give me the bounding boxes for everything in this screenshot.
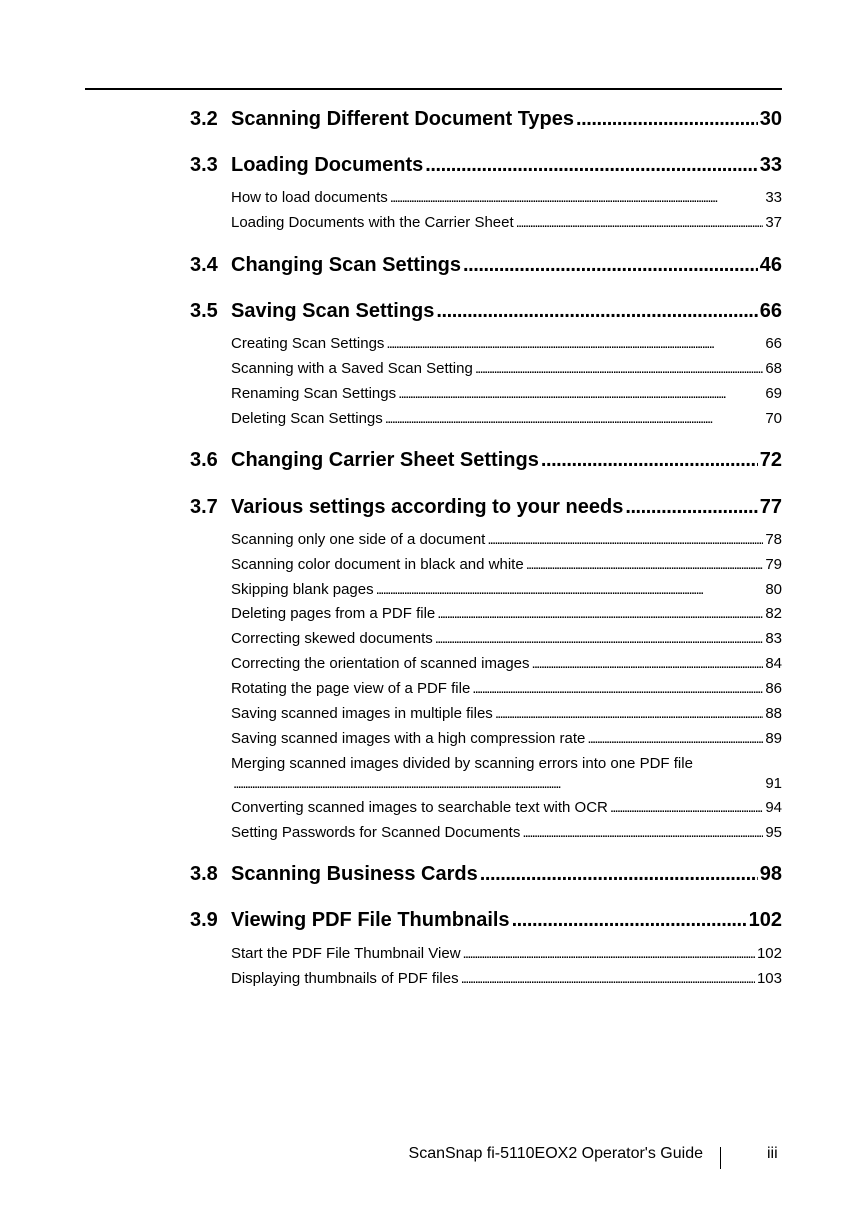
entry-title: Scanning only one side of a document — [231, 531, 486, 548]
dot-leader — [475, 360, 763, 377]
toc-entry[interactable] — [231, 824, 782, 844]
section-title: Scanning Different Document Types — [231, 108, 575, 130]
dot-leader — [576, 108, 758, 131]
dot-leader — [425, 154, 758, 177]
entry-page: 94 — [765, 799, 782, 816]
entry-title: Displaying thumbnails of PDF files — [231, 970, 459, 987]
entry-page: 103 — [756, 970, 782, 987]
dot-leader — [625, 496, 757, 519]
toc-section-3-2[interactable] — [190, 108, 782, 134]
entry-title: Renaming Scan Settings — [231, 385, 397, 402]
entry-page: 78 — [765, 531, 782, 548]
entry-leader-line — [231, 775, 782, 795]
dot-leader — [495, 705, 764, 722]
section-page: 98 — [759, 863, 782, 885]
dot-leader — [487, 531, 763, 548]
dot-leader — [386, 335, 763, 352]
page-number: iii — [767, 1145, 778, 1162]
entry-title: Scanning color document in black and white — [231, 556, 524, 573]
toc-entry[interactable] — [231, 730, 782, 750]
dot-leader — [385, 410, 764, 427]
entry-title: Scanning with a Saved Scan Setting — [231, 360, 473, 377]
entry-title: Deleting pages from a PDF file — [231, 605, 436, 622]
dot-leader — [461, 970, 755, 987]
section-title: Scanning Business Cards — [231, 863, 478, 885]
entry-page: 68 — [765, 360, 782, 377]
toc-entry[interactable] — [231, 410, 782, 430]
section-number: 3.2 — [190, 108, 218, 130]
entry-page: 69 — [765, 385, 782, 402]
entry-title: Converting scanned images to searchable text with OCR — [231, 799, 608, 816]
dot-leader — [233, 775, 763, 792]
section-page: 66 — [759, 300, 782, 322]
toc-section-3-3[interactable] — [190, 154, 782, 180]
entry-page: 79 — [765, 556, 782, 573]
toc-section-3-8[interactable] — [190, 863, 782, 889]
entry-title: Setting Passwords for Scanned Documents — [231, 824, 521, 841]
entry-page: 89 — [765, 730, 782, 747]
toc-entry[interactable] — [231, 705, 782, 725]
section-number: 3.3 — [190, 154, 218, 176]
dot-leader — [437, 605, 763, 622]
toc-entry[interactable] — [231, 385, 782, 405]
entry-page: 37 — [765, 214, 782, 231]
dot-leader — [610, 799, 763, 816]
toc-entry[interactable] — [231, 556, 782, 576]
entry-title: Merging scanned images divided by scanning errors into one PDF file — [231, 755, 693, 772]
entry-page: 102 — [756, 945, 782, 962]
dot-leader — [516, 214, 764, 231]
toc-entry[interactable] — [231, 214, 782, 234]
entry-page: 70 — [765, 410, 782, 427]
entry-page: 83 — [765, 630, 782, 647]
toc-entry[interactable] — [231, 945, 782, 965]
dot-leader — [526, 556, 764, 573]
dot-leader — [532, 655, 764, 672]
entry-title: Loading Documents with the Carrier Sheet — [231, 214, 514, 231]
entry-page: 80 — [765, 581, 782, 598]
section-title: Loading Documents — [231, 154, 424, 176]
toc-entry[interactable] — [231, 630, 782, 650]
dot-leader — [587, 730, 763, 747]
entry-page: 33 — [765, 189, 782, 206]
toc-section-3-6[interactable] — [190, 449, 782, 475]
toc-entry[interactable] — [231, 680, 782, 700]
guide-title: ScanSnap fi-5110EOX2 Operator's Guide — [408, 1145, 703, 1162]
section-page: 77 — [759, 496, 782, 518]
section-title: Various settings according to your needs — [231, 496, 624, 518]
section-page: 102 — [748, 909, 782, 931]
toc-entry[interactable] — [231, 531, 782, 551]
entry-page: 66 — [765, 335, 782, 352]
entry-title: Skipping blank pages — [231, 581, 374, 598]
dot-leader — [472, 680, 763, 697]
toc-entry[interactable] — [231, 189, 782, 209]
entry-title: Saving scanned images with a high compression rate — [231, 730, 586, 747]
toc-entry[interactable] — [231, 655, 782, 675]
toc-section-3-5[interactable] — [190, 300, 782, 326]
section-page: 33 — [759, 154, 782, 176]
section-number: 3.8 — [190, 863, 218, 885]
dot-leader — [398, 385, 763, 402]
section-title: Changing Scan Settings — [231, 254, 462, 276]
entry-title: Correcting skewed documents — [231, 630, 433, 647]
entry-page: 82 — [765, 605, 782, 622]
section-number: 3.6 — [190, 449, 218, 471]
footer-separator — [720, 1147, 721, 1169]
top-rule — [85, 88, 782, 90]
dot-leader — [390, 189, 764, 206]
entry-title: Creating Scan Settings — [231, 335, 385, 352]
toc-entry[interactable] — [231, 581, 782, 601]
entry-title: Start the PDF File Thumbnail View — [231, 945, 461, 962]
section-title: Saving Scan Settings — [231, 300, 435, 322]
entry-page: 88 — [765, 705, 782, 722]
entry-title: Deleting Scan Settings — [231, 410, 383, 427]
entry-page: 84 — [765, 655, 782, 672]
entry-page: 86 — [765, 680, 782, 697]
toc-entry-wrapped[interactable] — [231, 755, 782, 795]
section-number: 3.9 — [190, 909, 218, 931]
section-number: 3.5 — [190, 300, 218, 322]
dot-leader — [463, 254, 758, 277]
entry-title: Saving scanned images in multiple files — [231, 705, 493, 722]
section-page: 46 — [759, 254, 782, 276]
toc-section-3-4[interactable] — [190, 254, 782, 280]
section-title: Changing Carrier Sheet Settings — [231, 449, 539, 471]
entry-page: 91 — [765, 775, 782, 792]
dot-leader — [436, 300, 757, 323]
toc-entry[interactable] — [231, 970, 782, 990]
entry-page: 95 — [765, 824, 782, 841]
dot-leader — [463, 945, 755, 962]
toc-section-3-9[interactable] — [190, 909, 782, 935]
toc-entry[interactable] — [231, 605, 782, 625]
entry-title: Correcting the orientation of scanned images — [231, 655, 530, 672]
section-number: 3.7 — [190, 496, 218, 518]
dot-leader — [522, 824, 763, 841]
entry-title: How to load documents — [231, 189, 388, 206]
dot-leader — [376, 581, 764, 598]
section-title: Viewing PDF File Thumbnails — [231, 909, 510, 931]
section-number: 3.4 — [190, 254, 218, 276]
dot-leader — [541, 449, 758, 472]
dot-leader — [435, 630, 764, 647]
toc-section-3-7[interactable] — [190, 496, 782, 522]
toc-entry[interactable] — [231, 360, 782, 380]
section-page: 72 — [759, 449, 782, 471]
section-page: 30 — [759, 108, 782, 130]
dot-leader — [512, 909, 747, 932]
toc-entry[interactable] — [231, 799, 782, 819]
dot-leader — [480, 863, 758, 886]
toc-entry[interactable] — [231, 335, 782, 355]
entry-title: Rotating the page view of a PDF file — [231, 680, 471, 697]
